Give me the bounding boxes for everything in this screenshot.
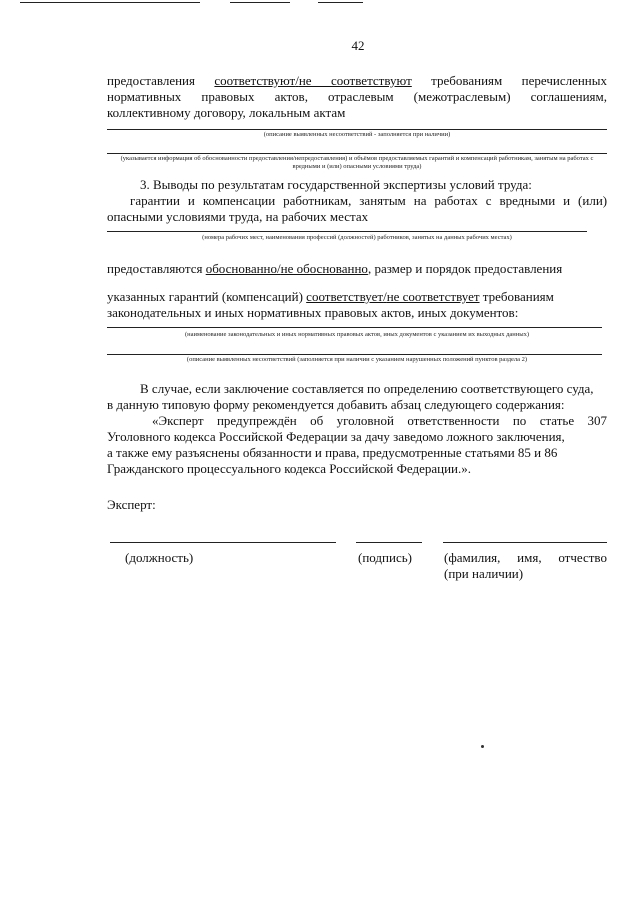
top-dash-2	[230, 2, 290, 3]
note-workplaces: (номера рабочих мест, наименования профессий (должностей) работников, занятых на данных рабочих местах)	[202, 234, 512, 241]
scan-dot	[481, 745, 484, 748]
court-line-2: в данную типовую форму рекомендуется добавить абзац следующего содержания:	[107, 397, 565, 412]
signature-label-position: (должность)	[125, 550, 194, 565]
top-para-mid: требованиям	[431, 73, 503, 88]
provided-line: предоставляются обоснованно/не обоснованно, размер и порядок предоставления	[107, 261, 563, 276]
section-3-line-1: гарантии и компенсации работникам, занятым на работах с вредными и (или)	[130, 193, 608, 208]
expert-label: Эксперт:	[107, 497, 156, 512]
court-line-4: Уголовного кодекса Российской Федерации за дачу заведомо ложного заключения,	[107, 429, 565, 444]
court-line-6: Гражданского процессуального кодекса Российской Федерации.».	[107, 461, 472, 476]
section-3-title: 3. Выводы по результатам государственной экспертизы условий труда:	[140, 177, 532, 192]
signature-line-name	[443, 542, 607, 543]
note-justification: (указывается информация об обоснованности предоставления/непредоставления) и объёмов предоставляемых гарантий и компенсаций работникам, занятым на работах с вредными и (или) опасными условиями труда)	[120, 155, 594, 170]
court-line-3: «Эксперт предупреждён об уголовной ответственности по статье 307	[152, 413, 607, 428]
fill-line-mismatch-2	[107, 354, 602, 355]
choice-corresponds: соответствует/не соответствует	[306, 289, 480, 304]
top-dash-1	[20, 2, 200, 3]
top-para-line-2: нормативных правовых актов, отраслевым (межотраслевым) соглашениям,	[107, 89, 607, 104]
choice-justified: обоснованно/не обоснованно	[205, 261, 368, 276]
note-mismatch-2: (описание выявленных несоответствий (заполняется при наличии с указанием нарушенных положений пунктов раздела 2)	[186, 356, 528, 363]
note-mismatch-1: (описание выявленных несоответствий - заполняется при наличии)	[263, 131, 451, 138]
fill-line-workplaces	[107, 231, 587, 232]
note-acts: (наименование законодательных и иных нормативных правовых актов, иных документов с указанием их выходных данных)	[184, 331, 530, 338]
top-para-line-1	[107, 73, 607, 89]
specified-line-1: указанных гарантий (компенсаций) соответствует/не соответствует требованиям	[107, 289, 554, 304]
specified-line-2: законодательных и иных нормативных правовых актов, иных документов:	[107, 305, 519, 320]
signature-label-sign: (подпись)	[358, 550, 412, 565]
fill-line-mismatch-1	[107, 129, 607, 130]
signature-line-position	[110, 542, 336, 543]
section-3-line-2: опасными условиями труда, на рабочих местах	[107, 209, 369, 224]
signature-label-name: (фамилия, имя, отчество	[444, 550, 607, 565]
signature-line-sign	[356, 542, 422, 543]
fill-line-justification	[107, 153, 607, 154]
signature-label-name-line-2: (при наличии)	[444, 566, 524, 581]
page-number: 42	[351, 38, 365, 53]
top-para-end: перечисленных	[521, 73, 608, 88]
court-line-5: а также ему разъяснены обязанности и права, предусмотренные статьями 85 и 86	[107, 445, 558, 460]
fill-line-acts	[107, 327, 602, 328]
top-para-start: предоставления	[107, 73, 195, 88]
choice-conforms: соответствуют/не соответствуют	[214, 73, 412, 88]
top-para-line-3: коллективному договору, локальным актам	[107, 105, 346, 120]
court-line-1: В случае, если заключение составляется по определению соответствующего суда,	[140, 381, 594, 396]
top-dash-3	[318, 2, 363, 3]
